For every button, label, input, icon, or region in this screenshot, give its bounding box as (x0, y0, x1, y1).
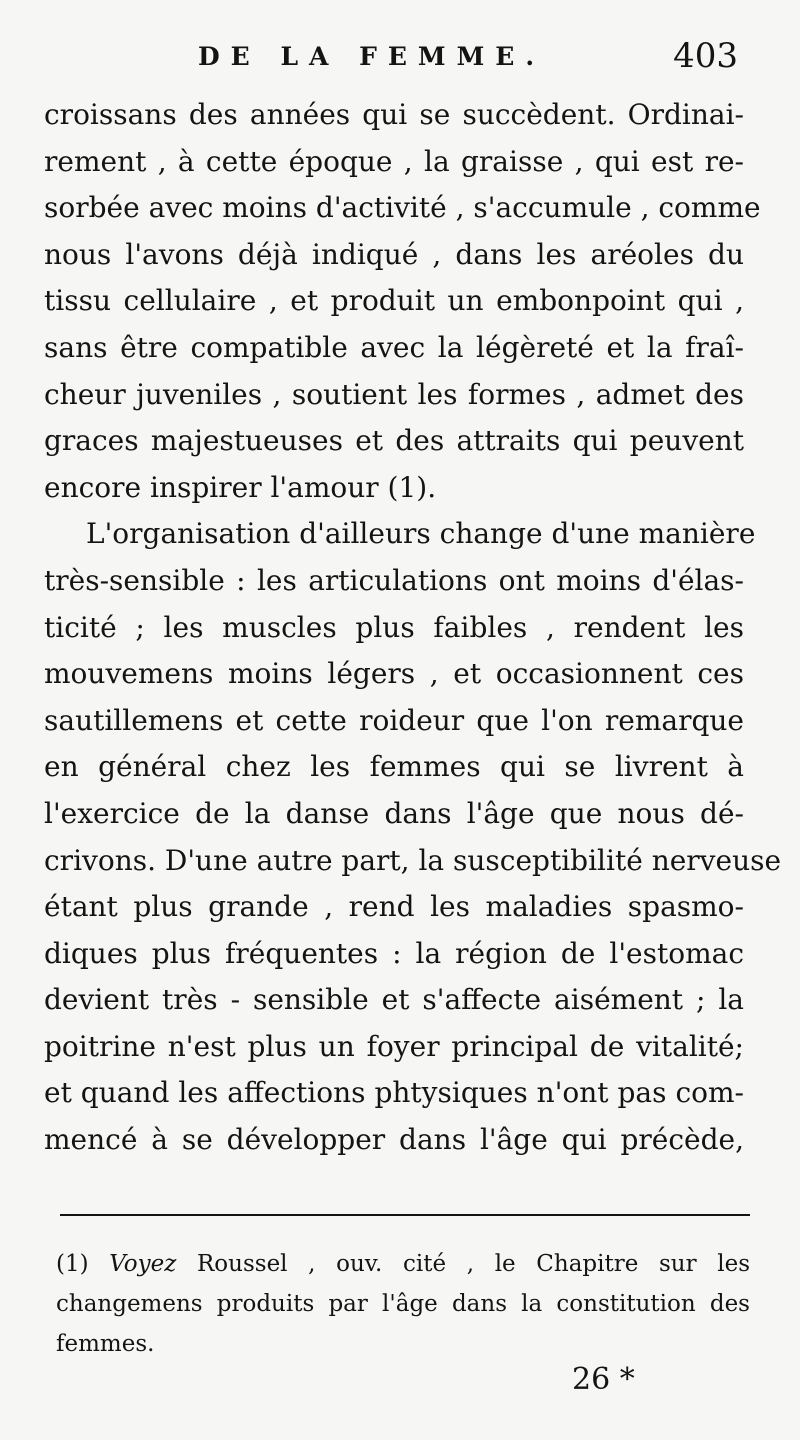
text-line: l'exercice de la danse dans l'âge que nous dé- (44, 796, 744, 830)
text-line: crivons. D'une autre part, la susceptibilité nerveuse (44, 843, 782, 877)
signature-mark: 26 * (572, 1362, 635, 1397)
main-text (44, 92, 782, 1164)
text-line: tissu cellulaire , et produit un embonpoint qui , (44, 284, 744, 318)
paragraph-end-line: encore inspirer l'amour (1). (44, 470, 437, 504)
footnote (56, 1244, 750, 1364)
text-line: graces majestueuses et des attraits qui peuvent (44, 424, 744, 458)
footnote-text: Roussel , ouv. cité , le Chapitre sur les (196, 1251, 751, 1277)
text-line: étant plus grande , rend les maladies spasmo- (44, 890, 744, 924)
footnote-italic-word: Voyez (109, 1251, 177, 1277)
text-line: mouvemens moins légers , et occasionnent ces (44, 657, 744, 691)
text-line: diques plus fréquentes : la région de l'estomac (44, 936, 744, 970)
text-line: croissans des années qui se succèdent. Ordinai- (44, 98, 744, 131)
footnote-line (56, 1244, 750, 1284)
text-line: nous l'avons déjà indiqué , dans les aréoles du (44, 237, 744, 271)
text-line: sautillemens et cette roideur que l'on remarque (44, 703, 744, 737)
text-line: cheur juveniles , soutient les formes , admet des (44, 377, 744, 411)
footnote-line: femmes. (56, 1331, 155, 1357)
footnote-marker: (1) (56, 1251, 89, 1277)
text-line: en général chez les femmes qui se livrent à (44, 750, 744, 784)
footnote-line: changemens produits par l'âge dans la constitution des (56, 1291, 750, 1317)
page-header (90, 36, 752, 90)
text-line: rement , à cette époque , la graisse , qui est re- (44, 144, 744, 178)
paragraph-start-line: L'organisation d'ailleurs change d'une manière (86, 517, 756, 551)
text-line: et quand les affections phtysiques n'ont pas com- (44, 1076, 744, 1110)
text-line: sans être compatible avec la légèreté et la fraî- (44, 330, 744, 364)
page-number: 403 (673, 36, 738, 76)
running-title: DE LA FEMME. (198, 42, 546, 71)
text-line: sorbée avec moins d'activité , s'accumule , comme (44, 191, 761, 225)
text-line: ticité ; les muscles plus faibles , rendent les (44, 610, 744, 644)
text-line: mencé à se développer dans l'âge qui précède, (44, 1123, 744, 1157)
text-line: devient très - sensible et s'affecte aisément ; la (44, 983, 744, 1017)
text-line: poitrine n'est plus un foyer principal de vitalité; (44, 1029, 744, 1063)
text-line: très-sensible : les articulations ont moins d'élas- (44, 563, 744, 597)
footnote-divider (60, 1214, 750, 1216)
